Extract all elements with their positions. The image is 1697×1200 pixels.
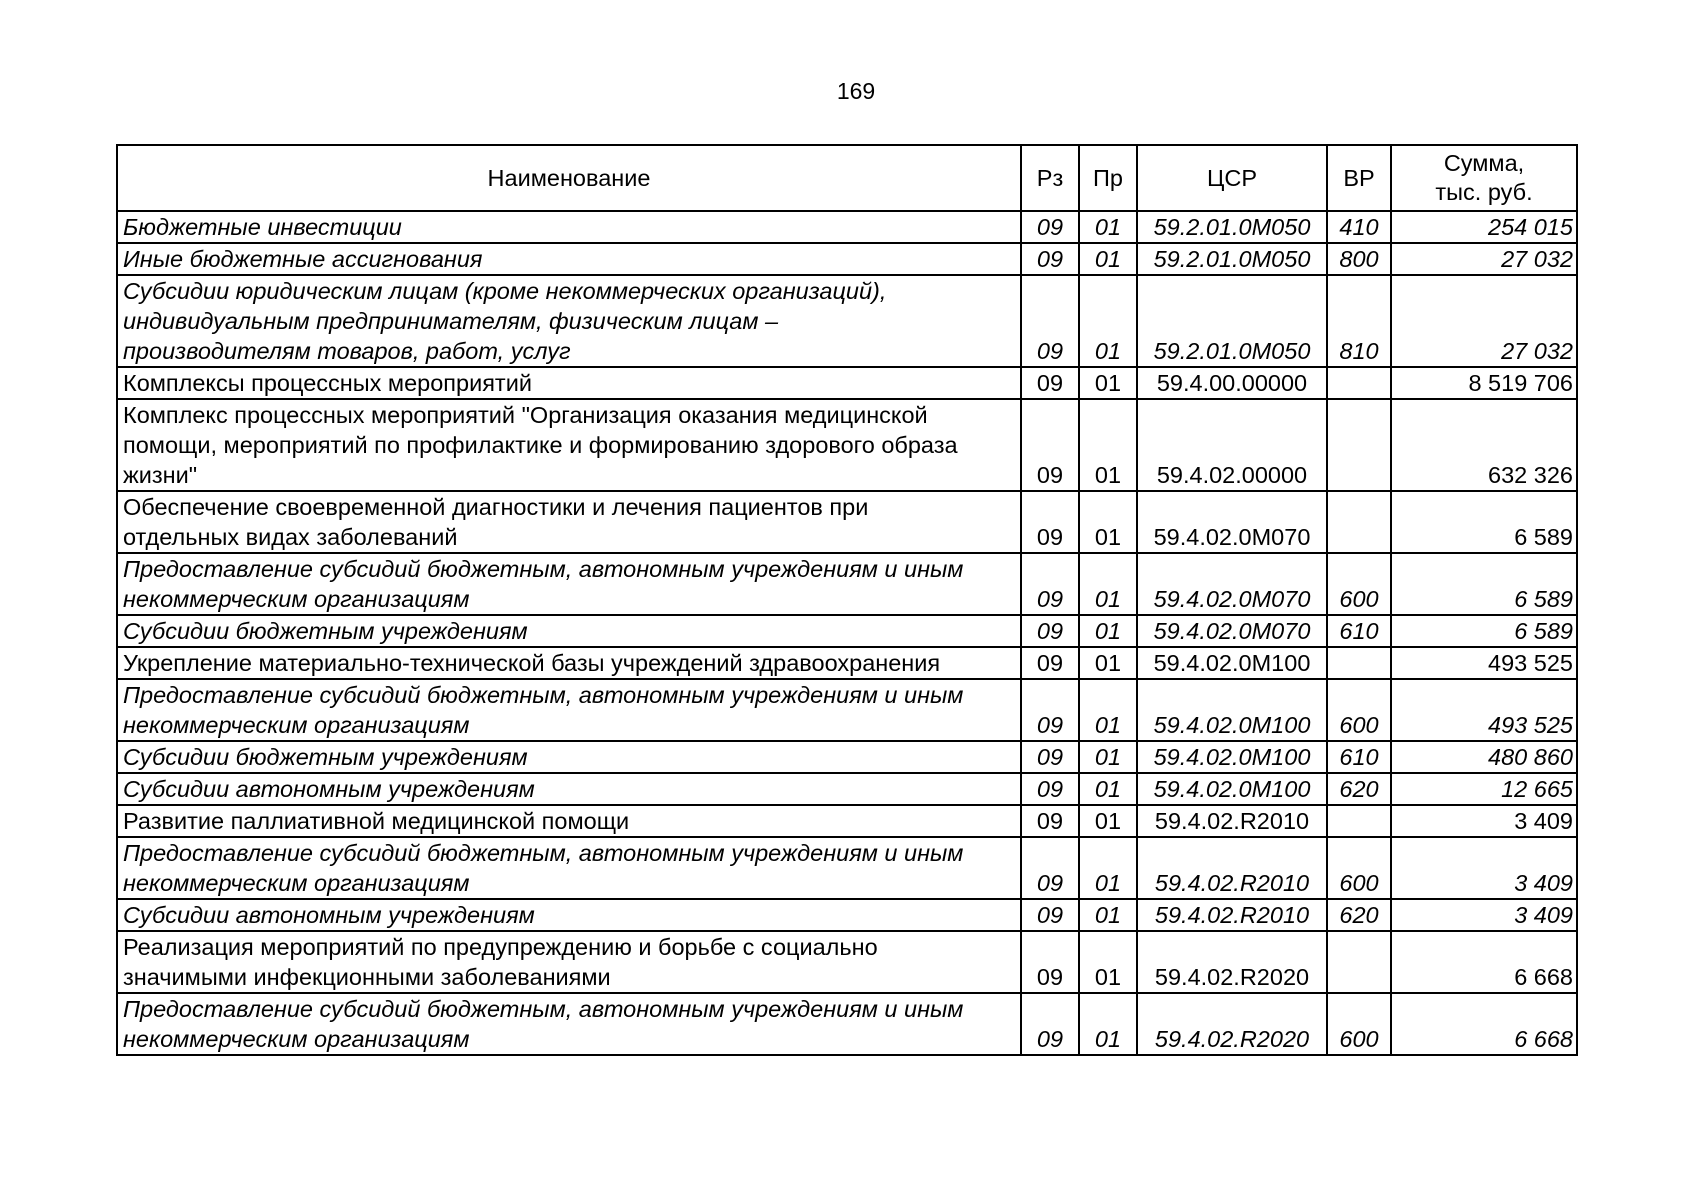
cell-name-line: Комплексы процессных мероприятий: [123, 370, 532, 396]
cell-name: [117, 615, 1021, 647]
cell-name-line: значимыми инфекционными заболеваниями: [123, 964, 611, 990]
cell-vr: 600: [1327, 993, 1391, 1055]
cell-csr: 59.4.02.0М100: [1137, 773, 1327, 805]
header-csr: ЦСР: [1137, 145, 1327, 211]
cell-pr: 01: [1079, 553, 1137, 615]
cell-vr: [1327, 399, 1391, 491]
cell-name: [117, 367, 1021, 399]
cell-name-line: Субсидии автономным учреждениям: [123, 902, 535, 928]
cell-pr: 01: [1079, 773, 1137, 805]
cell-sum: 8 519 706: [1391, 367, 1577, 399]
cell-sum: 493 525: [1391, 679, 1577, 741]
table-row: [117, 679, 1577, 741]
header-sum: [1391, 145, 1577, 211]
cell-csr: 59.4.02.0М070: [1137, 491, 1327, 553]
cell-vr: 620: [1327, 899, 1391, 931]
cell-rz: 09: [1021, 615, 1079, 647]
cell-name: [117, 647, 1021, 679]
cell-name: [117, 491, 1021, 553]
header-name: Наименование: [117, 145, 1021, 211]
cell-rz: 09: [1021, 553, 1079, 615]
cell-name-line: Укрепление материально-технической базы учреждений здравоохранения: [123, 650, 941, 676]
cell-rz: 09: [1021, 773, 1079, 805]
cell-rz: 09: [1021, 491, 1079, 553]
cell-pr: 01: [1079, 615, 1137, 647]
cell-rz: 09: [1021, 837, 1079, 899]
table-row: [117, 931, 1577, 993]
cell-rz: 09: [1021, 367, 1079, 399]
cell-name: [117, 805, 1021, 837]
cell-name-line: Бюджетные инвестиции: [123, 214, 402, 240]
table-row: [117, 805, 1577, 837]
cell-pr: 01: [1079, 243, 1137, 275]
cell-csr: 59.4.02.R2010: [1137, 837, 1327, 899]
table-row: [117, 837, 1577, 899]
cell-csr: 59.4.02.0М070: [1137, 615, 1327, 647]
cell-pr: 01: [1079, 899, 1137, 931]
cell-name-line: некоммерческим организациям: [123, 586, 470, 612]
cell-name-line: Предоставление субсидий бюджетным, автономным учреждениям и иным: [123, 556, 964, 582]
cell-name: [117, 993, 1021, 1055]
cell-pr: 01: [1079, 679, 1137, 741]
cell-name: [117, 275, 1021, 367]
cell-vr: 800: [1327, 243, 1391, 275]
cell-name: [117, 399, 1021, 491]
cell-name-line: Развитие паллиативной медицинской помощи: [123, 808, 630, 834]
cell-pr: 01: [1079, 647, 1137, 679]
cell-rz: 09: [1021, 647, 1079, 679]
cell-name: [117, 931, 1021, 993]
cell-pr: 01: [1079, 211, 1137, 243]
cell-rz: 09: [1021, 275, 1079, 367]
cell-csr: 59.4.02.R2010: [1137, 899, 1327, 931]
cell-name: [117, 243, 1021, 275]
budget-table: [116, 144, 1578, 1056]
cell-vr: 410: [1327, 211, 1391, 243]
cell-name: [117, 773, 1021, 805]
cell-name: [117, 741, 1021, 773]
cell-rz: 09: [1021, 899, 1079, 931]
cell-csr: 59.4.02.R2020: [1137, 931, 1327, 993]
cell-pr: 01: [1079, 805, 1137, 837]
cell-rz: 09: [1021, 993, 1079, 1055]
cell-csr: 59.2.01.0М050: [1137, 275, 1327, 367]
cell-name-line: Субсидии автономным учреждениям: [123, 776, 535, 802]
cell-pr: 01: [1079, 367, 1137, 399]
table-row: [117, 647, 1577, 679]
cell-rz: 09: [1021, 805, 1079, 837]
cell-pr: 01: [1079, 491, 1137, 553]
cell-sum: 6 668: [1391, 993, 1577, 1055]
cell-csr: 59.4.02.00000: [1137, 399, 1327, 491]
cell-csr: 59.2.01.0М050: [1137, 243, 1327, 275]
cell-csr: 59.4.02.R2020: [1137, 993, 1327, 1055]
cell-vr: [1327, 647, 1391, 679]
cell-name-line: Обеспечение своевременной диагностики и лечения пациентов при: [123, 494, 869, 520]
table-row: [117, 275, 1577, 367]
cell-vr: [1327, 367, 1391, 399]
cell-vr: 620: [1327, 773, 1391, 805]
cell-csr: 59.4.02.0М100: [1137, 647, 1327, 679]
cell-name-line: помощи, мероприятий по профилактике и формированию здорового образа: [123, 432, 958, 458]
cell-rz: 09: [1021, 931, 1079, 993]
cell-sum: 6 589: [1391, 615, 1577, 647]
cell-csr: 59.4.02.0М100: [1137, 679, 1327, 741]
cell-vr: 600: [1327, 679, 1391, 741]
header-sum-line2: тыс. руб.: [1435, 179, 1533, 205]
cell-sum: 6 589: [1391, 491, 1577, 553]
table-row: [117, 993, 1577, 1055]
cell-csr: 59.2.01.0М050: [1137, 211, 1327, 243]
cell-sum: 493 525: [1391, 647, 1577, 679]
table-row: [117, 243, 1577, 275]
cell-name-line: Субсидии бюджетным учреждениям: [123, 744, 528, 770]
page-number: 169: [836, 78, 876, 104]
cell-sum: 6 668: [1391, 931, 1577, 993]
cell-sum: 6 589: [1391, 553, 1577, 615]
cell-name-line: Реализация мероприятий по предупреждению и борьбе с социально: [123, 934, 878, 960]
table-row: [117, 553, 1577, 615]
cell-vr: 610: [1327, 741, 1391, 773]
cell-name: [117, 837, 1021, 899]
cell-name-line: отдельных видах заболеваний: [123, 524, 458, 550]
cell-vr: 600: [1327, 553, 1391, 615]
cell-csr: 59.4.02.0М100: [1137, 741, 1327, 773]
cell-vr: 810: [1327, 275, 1391, 367]
cell-pr: 01: [1079, 399, 1137, 491]
cell-csr: 59.4.00.00000: [1137, 367, 1327, 399]
cell-name-line: Иные бюджетные ассигнования: [123, 246, 483, 272]
cell-rz: 09: [1021, 679, 1079, 741]
header-sum-line1: Сумма,: [1443, 150, 1525, 176]
header-rz: Рз: [1021, 145, 1079, 211]
cell-sum: 632 326: [1391, 399, 1577, 491]
cell-sum: 3 409: [1391, 805, 1577, 837]
cell-rz: 09: [1021, 243, 1079, 275]
cell-pr: 01: [1079, 837, 1137, 899]
cell-name-line: Предоставление субсидий бюджетным, автономным учреждениям и иным: [123, 682, 964, 708]
cell-vr: 600: [1327, 837, 1391, 899]
table-body: [117, 211, 1577, 1055]
table-row: [117, 399, 1577, 491]
cell-name: [117, 679, 1021, 741]
table-row: [117, 615, 1577, 647]
cell-sum: 27 032: [1391, 243, 1577, 275]
cell-csr: 59.4.02.0М070: [1137, 553, 1327, 615]
cell-name: [117, 553, 1021, 615]
cell-name-line: Предоставление субсидий бюджетным, автономным учреждениям и иным: [123, 840, 964, 866]
cell-pr: 01: [1079, 931, 1137, 993]
table-header-row: [117, 145, 1577, 211]
cell-sum: 12 665: [1391, 773, 1577, 805]
cell-sum: 27 032: [1391, 275, 1577, 367]
cell-name-line: некоммерческим организациям: [123, 1026, 470, 1052]
cell-sum: 3 409: [1391, 837, 1577, 899]
table-row: [117, 773, 1577, 805]
cell-sum: 480 860: [1391, 741, 1577, 773]
table-row: [117, 367, 1577, 399]
cell-vr: 610: [1327, 615, 1391, 647]
cell-name: [117, 211, 1021, 243]
cell-name-line: некоммерческим организациям: [123, 870, 470, 896]
cell-vr: [1327, 931, 1391, 993]
header-pr: Пр: [1079, 145, 1137, 211]
cell-pr: 01: [1079, 275, 1137, 367]
cell-rz: 09: [1021, 741, 1079, 773]
cell-vr: [1327, 805, 1391, 837]
cell-sum: 254 015: [1391, 211, 1577, 243]
cell-name-line: некоммерческим организациям: [123, 712, 470, 738]
cell-rz: 09: [1021, 211, 1079, 243]
cell-rz: 09: [1021, 399, 1079, 491]
cell-name-line: жизни": [123, 462, 198, 488]
cell-vr: [1327, 491, 1391, 553]
cell-name-line: Субсидии бюджетным учреждениям: [123, 618, 528, 644]
table-row: [117, 899, 1577, 931]
cell-name-line: Комплекс процессных мероприятий "Организация оказания медицинской: [123, 402, 928, 428]
cell-name-line: производителям товаров, работ, услуг: [123, 338, 571, 364]
cell-sum: 3 409: [1391, 899, 1577, 931]
cell-name-line: Субсидии юридическим лицам (кроме некоммерческих организаций),: [123, 278, 887, 304]
table-row: [117, 211, 1577, 243]
cell-pr: 01: [1079, 993, 1137, 1055]
header-vr: ВР: [1327, 145, 1391, 211]
table-row: [117, 491, 1577, 553]
table-row: [117, 741, 1577, 773]
cell-name: [117, 899, 1021, 931]
cell-pr: 01: [1079, 741, 1137, 773]
cell-name-line: Предоставление субсидий бюджетным, автономным учреждениям и иным: [123, 996, 964, 1022]
cell-name-line: индивидуальным предпринимателям, физическим лицам –: [123, 308, 779, 334]
cell-csr: 59.4.02.R2010: [1137, 805, 1327, 837]
